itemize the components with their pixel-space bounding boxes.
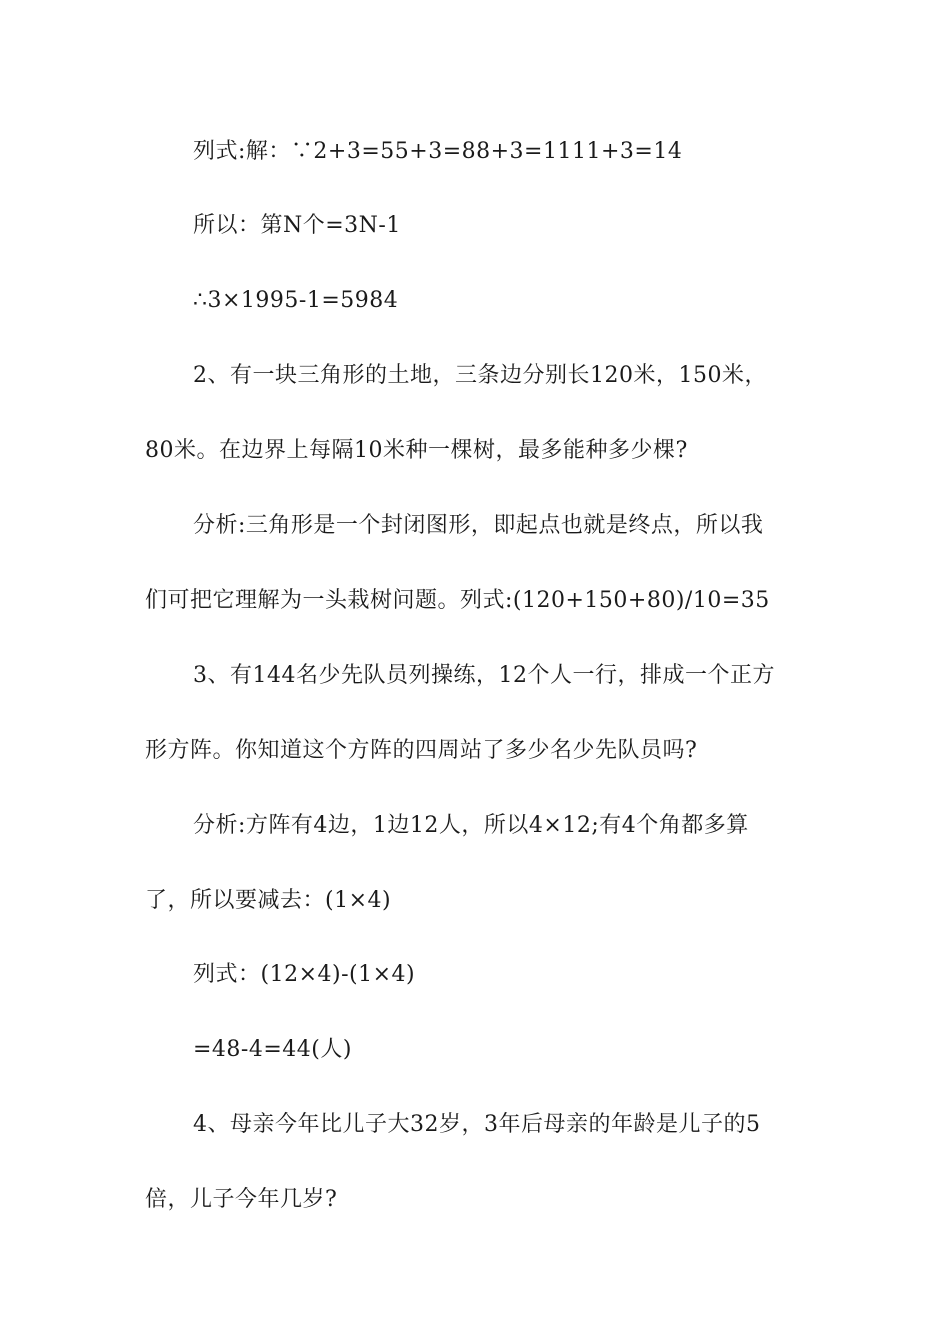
text-line-problem-3: 3、有144名少先队员列操练，12个人一行，排成一个正方 [193,663,775,688]
text-line-formula-3: 列式：(12×4)-(1×4) [193,962,416,987]
text-line-problem-3-cont: 形方阵。你知道这个方阵的四周站了多少名少先队员吗? [145,738,698,763]
text-line-result-44: =48-4=44(人) [193,1037,352,1062]
text-line-analysis-2-cont: 们可把它理解为一头栽树问题。列式:(120+150+80)/10=35 [145,588,770,613]
text-line-problem-4: 4、母亲今年比儿子大32岁，3年后母亲的年龄是儿子的5 [193,1112,761,1137]
text-line-formula-solution: 列式:解：∵2+3=55+3=88+3=1111+3=14 [193,139,683,164]
text-line-analysis-2: 分析:三角形是一个封闭图形，即起点也就是终点，所以我 [193,513,764,538]
text-line-therefore-nth: 所以：第N个=3N-1 [193,213,401,238]
text-line-problem-2-cont: 80米。在边界上每隔10米种一棵树，最多能种多少棵? [145,438,688,463]
text-line-analysis-3-cont: 了，所以要减去：(1×4) [145,888,392,913]
text-line-problem-4-cont: 倍，儿子今年几岁? [145,1187,338,1212]
text-line-analysis-3: 分析:方阵有4边，1边12人，所以4×12;有4个角都多算 [193,813,749,838]
text-line-problem-2: 2、有一块三角形的土地，三条边分别长120米，150米， [193,363,767,388]
text-line-result-5984: ∴3×1995-1=5984 [193,288,399,313]
